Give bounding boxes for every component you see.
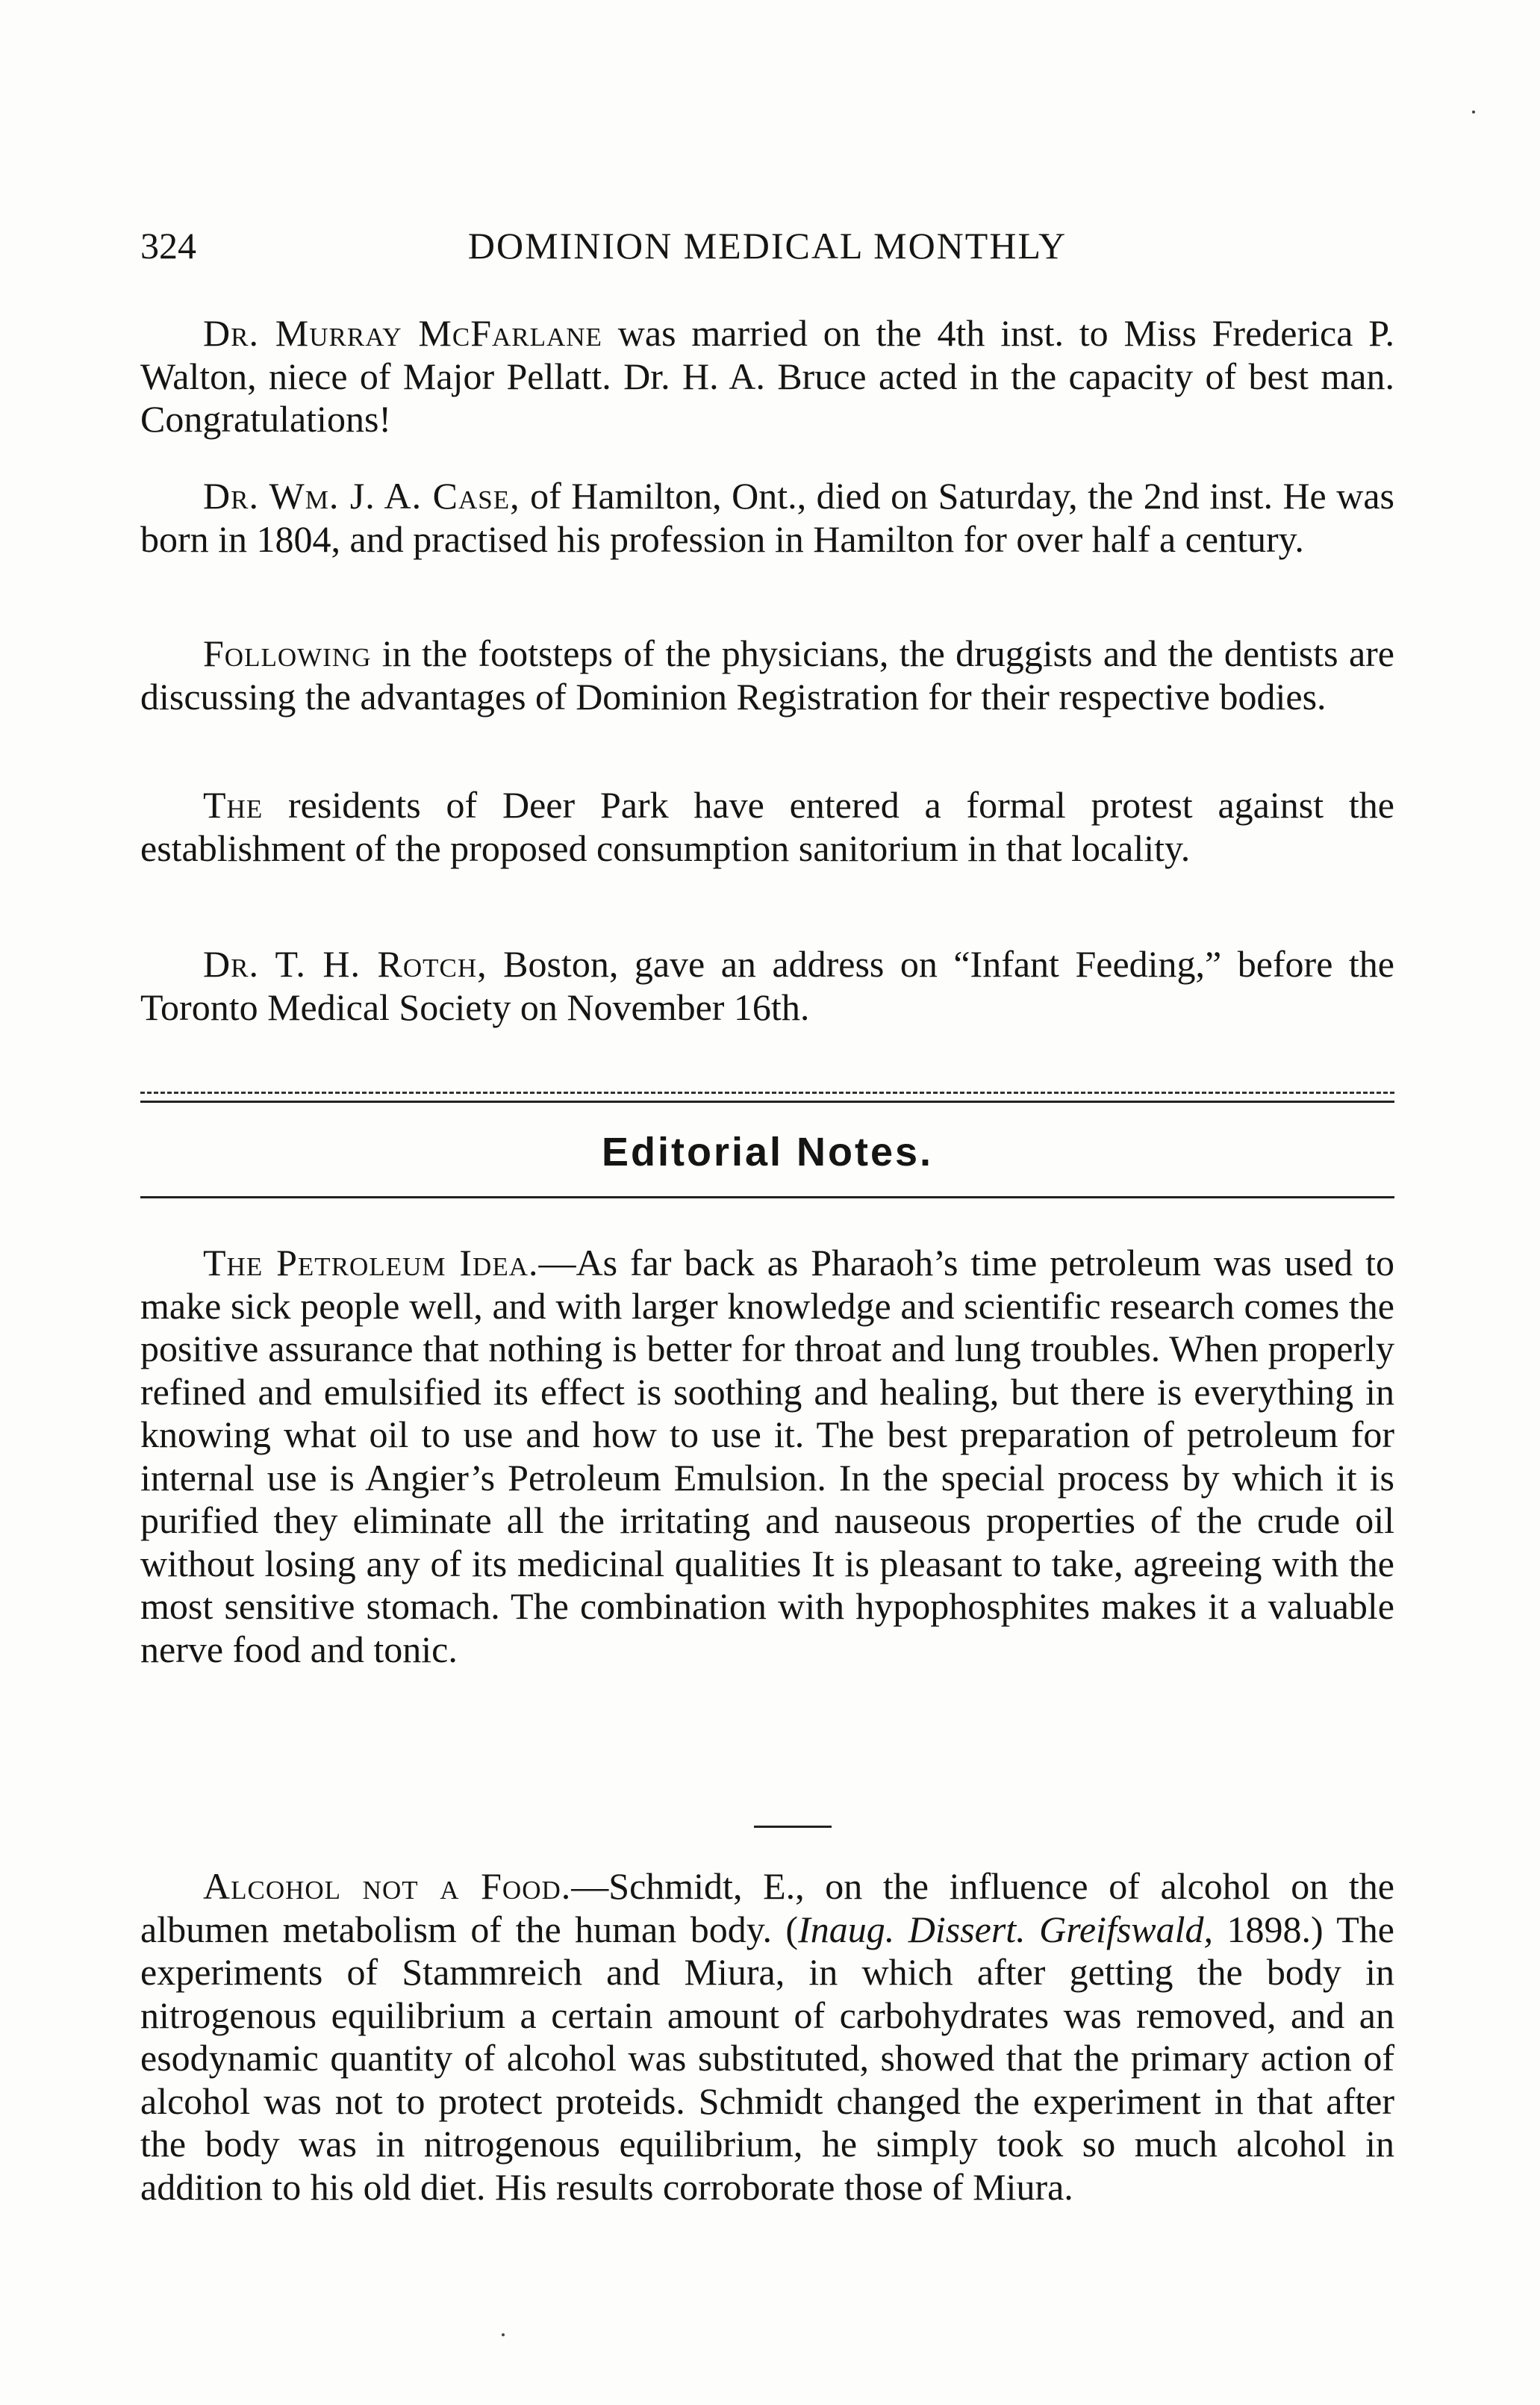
- news-item-deer-park: [140, 784, 1394, 870]
- news-item-text: of Hamilton, Ont., died on Saturday, the 2nd inst. He was born in 1804, and practised his profession in Hamilton for over half a century.: [140, 475, 1394, 560]
- news-item-text: Boston, gave an address on “Infant Feeding,” before the Toronto Medical Society on November 16th.: [140, 943, 1394, 1028]
- editorial-petroleum: [140, 1242, 1394, 1671]
- news-item-rotch: [140, 943, 1394, 1029]
- news-item-registration: [140, 632, 1394, 718]
- news-item-lead: Dr. Murray McFarlane: [203, 312, 602, 354]
- print-speck: [1472, 111, 1475, 113]
- editorial-text: —As far back as Pharaoh’s time petroleum was used to make sick people well, and with larger knowledge and scientific research comes the positive assurance that nothing is better for throat and lung troubles. When properly refined and emulsified its effect is soothing and healing, but there is everything in knowing what oil to use and how to use it. The best preparation of petroleum for internal use is Angier’s Petroleum Emulsion. In the special process by which it is purified they eliminate all the irritating and nauseous properties of the crude oil without losing any of its medicinal qualities It is pleasant to take, agreeing with the most sensitive stomach. The combination with hypophosphites makes it a valuable nerve food and tonic.: [140, 1242, 1394, 1670]
- editorial-lead: The Petroleum Idea.: [203, 1242, 539, 1284]
- page-number: 324: [140, 225, 196, 267]
- editorial-lead: Alcohol not a Food.: [203, 1865, 572, 1907]
- news-item-lead: Dr. Wm. J. A. Case,: [203, 475, 520, 517]
- section-heading: Editorial Notes.: [601, 1130, 934, 1175]
- news-item-lead: Dr. T. H. Rotch,: [203, 943, 487, 985]
- print-speck: [502, 2333, 505, 2336]
- top-rule: [140, 1101, 1394, 1103]
- news-item-lead: Following: [203, 632, 372, 674]
- editorial-alcohol: [140, 1865, 1394, 2209]
- news-item-case: [140, 475, 1394, 561]
- bottom-rule: [140, 1196, 1394, 1198]
- broken-rule: [140, 1092, 1394, 1094]
- editorial-text: 1898.) The experiments of Stammreich and Miura, in which after getting the body in nitrogenous equilibrium a certain amount of carbohydrates was removed, and an esodynamic quantity of alcohol was substituted, showed that the primary action of alcohol was not to protect proteids. Schmidt changed the experiment in that after the body was in nitrogenous equilibrium, he simply took so much alcohol in addition to his old diet. His results corroborate those of Miura.: [140, 1908, 1394, 2208]
- news-item-text: residents of Deer Park have entered a formal protest against the establishment of the proposed consumption sanitorium in that locality.: [140, 784, 1394, 869]
- citation: Inaug. Dissert. Greifswald,: [798, 1908, 1214, 1950]
- news-item-text: was married on the 4th inst. to Miss Frederica P. Walton, niece of Major Pellatt. Dr. H. A. Bruce acted in the capacity of best man. Congratulations!: [140, 312, 1395, 440]
- editorial-notes-heading-block: [140, 1092, 1394, 1204]
- journal-title: DOMINION MEDICAL MONTHLY: [467, 225, 1067, 267]
- running-header: [140, 224, 1394, 284]
- section-separator: [754, 1826, 832, 1828]
- news-item-lead: The: [203, 784, 264, 826]
- editorial-text: —Schmidt, E., on the influence of alcohol on the albumen metabolism of the human body. (: [140, 1865, 1394, 1950]
- news-item-mcfarlane: [140, 312, 1394, 441]
- news-item-text: in the footsteps of the physicians, the druggists and the dentists are discussing the advantages of Dominion Registration for their respective bodies.: [140, 632, 1394, 718]
